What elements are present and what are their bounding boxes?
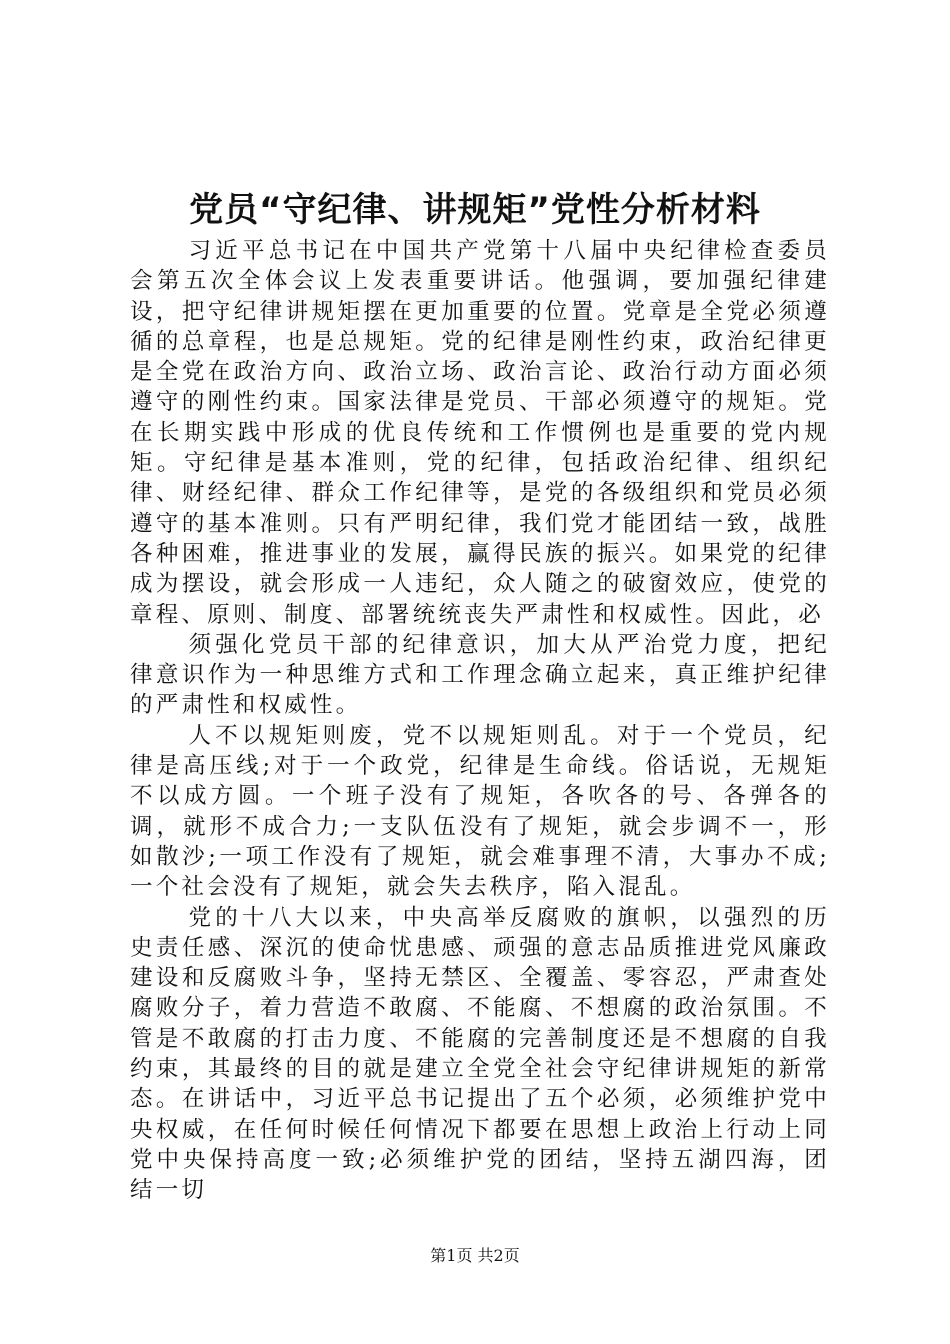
paragraph-3: 人不以规矩则废，党不以规矩则乱。对于一个党员，纪律是高压线;对于一个政党，纪律是生命线。俗话说，无规矩不以成方圆。一个班子没有了规矩，各吹各的号、各弹各的调，就形不成合力;一支队伍没有了规矩，就会步调不一，形如散沙;一项工作没有了规矩，就会难事理不清，大事办不成;一个社会没有了规矩，就会失去秩序，陷入混乱。 bbox=[130, 722, 830, 901]
page-number-footer: 第1页 共2页 bbox=[430, 1246, 520, 1265]
paragraph-2: 须强化党员干部的纪律意识，加大从严治党力度，把纪律意识作为一种思维方式和工作理念确立起来，真正维护纪律的严肃性和权威性。 bbox=[130, 631, 830, 719]
document-body bbox=[130, 236, 830, 1206]
paragraph-1: 习近平总书记在中国共产党第十八届中央纪律检查委员会第五次全体会议上发表重要讲话。他强调，要加强纪律建设，把守纪律讲规矩摆在更加重要的位置。党章是全党必须遵循的总章程，也是总规矩。党的纪律是刚性约束，政治纪律更是全党在政治方向、政治立场、政治言论、政治行动方面必须遵守的刚性约束。国家法律是党员、干部必须遵守的规矩。党在长期实践中形成的优良传统和工作惯例也是重要的党内规矩。守纪律是基本准则，党的纪律，包括政治纪律、组织纪律、财经纪律、群众工作纪律等，是党的各级组织和党员必须遵守的基本准则。只有严明纪律，我们党才能团结一致，战胜各种困难，推进事业的发展，赢得民族的振兴。如果党的纪律成为摆设，就会形成一人违纪，众人随之的破窗效应，使党的章程、原则、制度、部署统统丧失严肃性和权威性。因此，必 bbox=[130, 238, 830, 628]
document-title: 党员“守纪律、讲规矩”党性分析材料 bbox=[189, 190, 761, 230]
paragraph-4: 党的十八大以来，中央高举反腐败的旗帜，以强烈的历史责任感、深沉的使命忧患感、顽强的意志品质推进党风廉政建设和反腐败斗争，坚持无禁区、全覆盖、零容忍，严肃查处腐败分子，着力营造不敢腐、不能腐、不想腐的政治氛围。不管是不敢腐的打击力度、不能腐的完善制度还是不想腐的自我约束，其最终的目的就是建立全党全社会守纪律讲规矩的新常态。在讲话中，习近平总书记提出了五个必须，必须维护党中央权威，在任何时候任何情况下都要在思想上政治上行动上同党中央保持高度一致;必须维护党的团结，坚持五湖四海，团结一切 bbox=[130, 904, 830, 1204]
